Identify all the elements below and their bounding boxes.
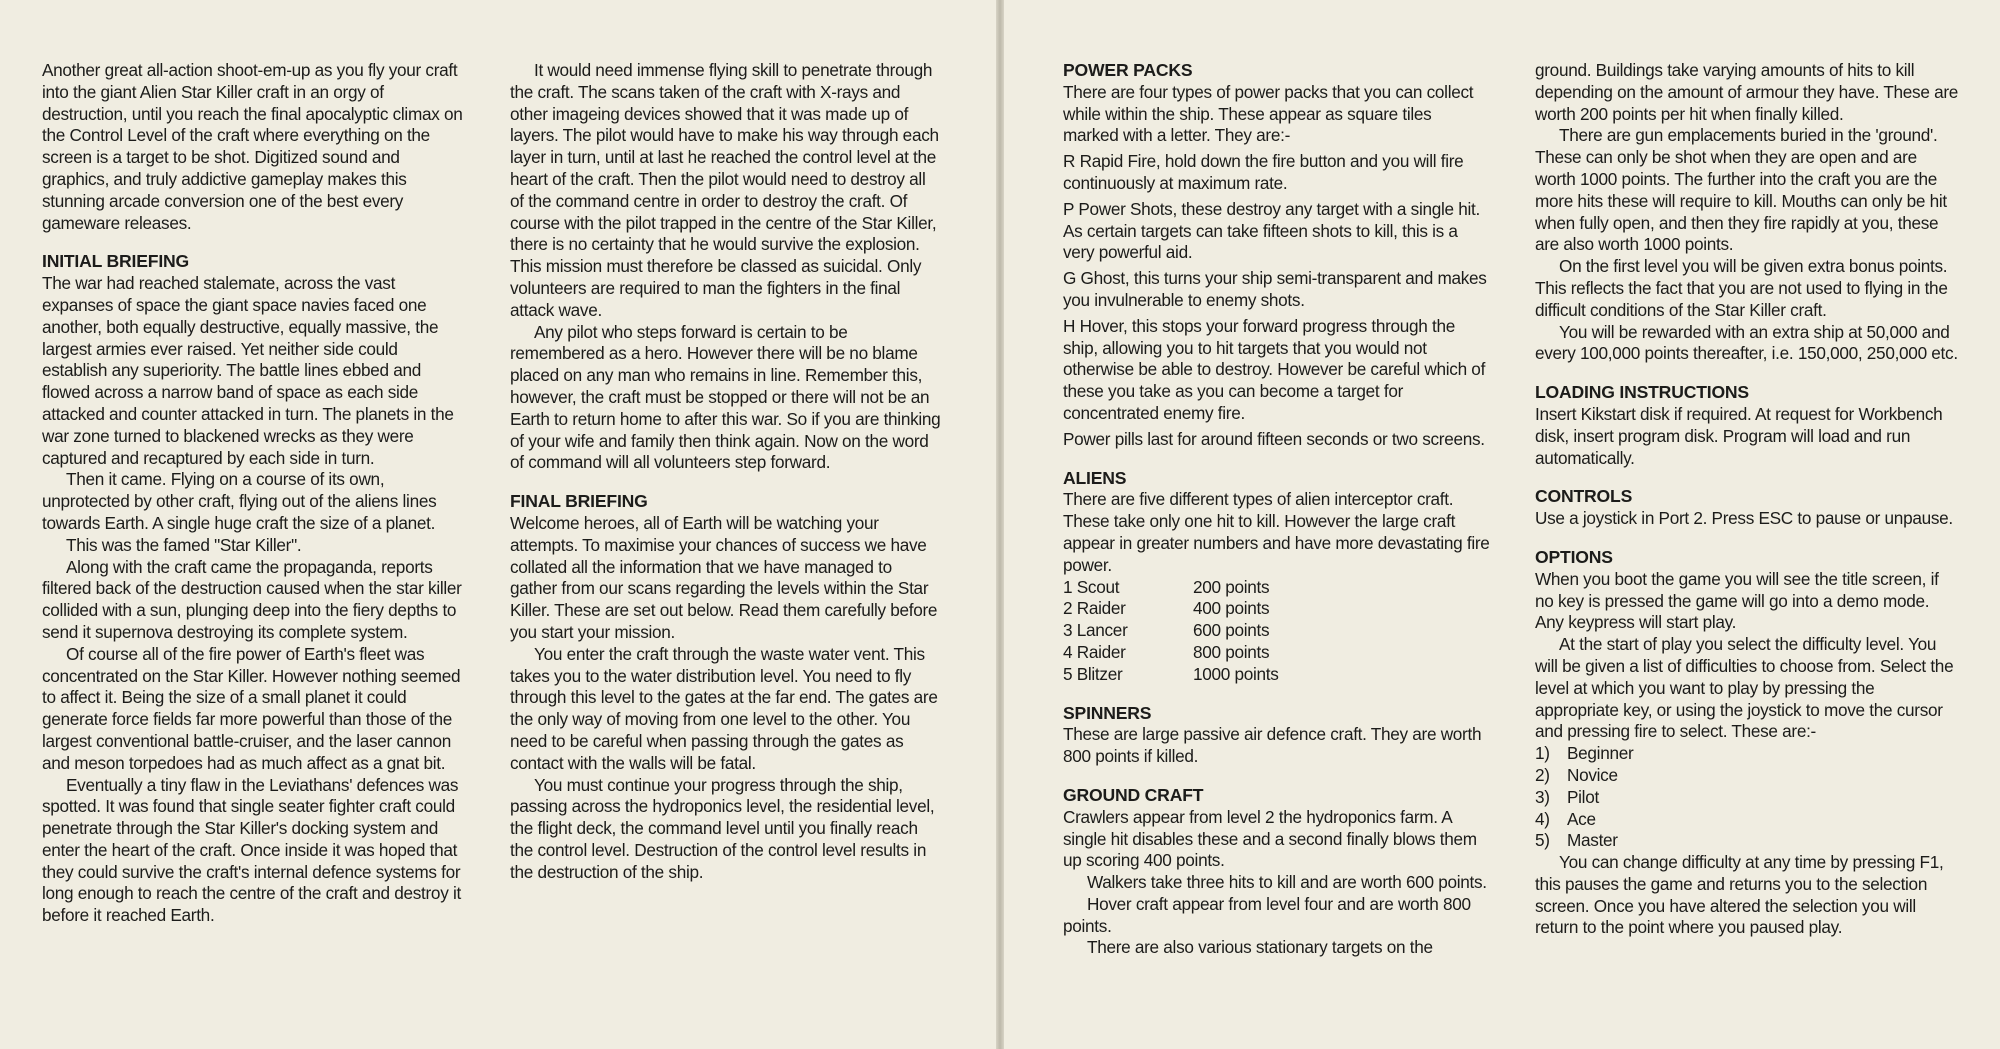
briefing-paragraph: The war had reached stalemate, across the vast expanses of space the giant space navies faced one another, both equally destructive, equally massive, the largest armies ever raised. Yet neither side could establish any superiority. The battle lines ebbed and flowed across a narrow band of space as each side attacked and counter attacked in turn. The planets in the war zone turned to blackened wrecks as they were captured and recaptured by each side in turn. [42,273,454,468]
difficulty-name: Ace [1567,808,1596,829]
aliens-heading: ALIENS [1063,467,1127,488]
alien-row [1063,642,1491,664]
difficulty-item [1535,830,1961,852]
difficulty-item [1535,743,1961,765]
ground-craft-paragraph: Walkers take three hits to kill and are worth 600 points. [1087,872,1487,893]
column-2 [510,60,942,883]
loading-instructions-text: Insert Kikstart disk if required. At request for Workbench disk, insert program disk. Program will load and run automatically. [1535,403,1943,468]
alien-points: 1000 points [1193,663,1279,684]
alien-name: 4 Raider [1063,641,1126,662]
ground-craft-heading: GROUND CRAFT [1063,784,1204,805]
difficulty-number: 1) [1535,743,1550,764]
spinners-heading: SPINNERS [1063,702,1152,723]
spinners-text: These are large passive air defence craft. They are worth 800 points if killed. [1063,724,1482,767]
ground-craft-paragraph: Hover craft appear from level four and are worth 800 points. [1063,893,1471,936]
intro-paragraph: Another great all-action shoot-em-up as you fly your craft into the giant Alien Star Killer craft in an orgy of destruction, until you reach the final apocalyptic climax on the Control Level of the craft where everything on the screen is a target to be shot. Digitized sound and graphics, and truly addictive gameplay makes this stunning arcade conversion one of the best every gameware releases. [42,60,463,233]
alien-name: 1 Scout [1063,576,1120,597]
alien-row [1063,664,1491,686]
power-pack-item: G Ghost, this turns your ship semi-transparent and makes you invulnerable to enemy shots. [1063,268,1487,310]
options-paragraph: When you boot the game you will see the title screen, if no key is pressed the game will go into a demo mode. Any keypress will start play. [1535,568,1939,633]
briefing-paragraph: Of course all of the fire power of Earth's fleet was concentrated on the Star Killer. However nothing seemed to affect it. Being the size of a small planet it could generate force fields far more powerful than those of the largest conventional battle-cruiser, and the laser cannon and meson torpedoes had as much affect as a gnat bit. [42,643,461,773]
difficulty-item [1535,809,1961,831]
power-pack-item: R Rapid Fire, hold down the fire button and you will fire continuously at maximum rate. [1063,151,1464,193]
ground-craft-paragraph: There are gun emplacements buried in the 'ground'. These can only be shot when they are open and are worth 1000 points. The further into the craft you are the more hits these will require to kill. Mouths can only be hit when fully open, and then they fire rapidly at you, these are also worth 1000 points. [1535,125,1947,255]
alien-row [1063,620,1491,642]
briefing-paragraph: Along with the craft came the propaganda, reports filtered back of the destruction caused when the star killer collided with a sun, plunging deep into the fiery depths to send it supernova destroying its complete system. [42,556,462,642]
briefing-paragraph: Any pilot who steps forward is certain to be remembered as a hero. However there will be no blame placed on any man who remains in line. Remember this, however, the craft must be stopped or there will not be an Earth to return home to after this war. So if you are thinking of your wife and family then think again. Now on the word of command will all volunteers step forward. [510,321,941,473]
difficulty-name: Novice [1567,764,1618,785]
column-3 [1063,60,1491,959]
briefing-paragraph: You enter the craft through the waste water vent. This takes you to the water distribution level. You need to fly through this level to the gates at the far end. The gates are the only way of moving from one level to the other. You need to be careful when passing through the gates as contact with the walls will be fatal. [510,643,938,773]
difficulty-name: Master [1567,830,1618,851]
alien-name: 2 Raider [1063,598,1126,619]
left-page [0,0,996,1049]
alien-points: 200 points [1193,576,1270,597]
final-briefing-heading: FINAL BRIEFING [510,491,648,512]
initial-briefing-heading: INITIAL BRIEFING [42,251,189,272]
alien-row [1063,598,1491,620]
difficulty-number: 5) [1535,830,1550,851]
briefing-paragraph: Welcome heroes, all of Earth will be watching your attempts. To maximise your chances of success we have collated all the information that we have managed to gather from our scans regarding the levels within the Star Killer. These are set out below. Read them carefully before you start your mission. [510,512,938,642]
power-pack-item: H Hover, this stops your forward progress through the ship, allowing you to hit targets that you would not otherwise be able to destroy. However be careful which of these you take as you can become a target for concentrated enemy fire. [1063,315,1486,423]
alien-points: 800 points [1193,641,1270,662]
page-fold [996,0,1004,1049]
ground-craft-paragraph: There are also various stationary targets on the [1087,937,1433,958]
briefing-paragraph: It would need immense flying skill to penetrate through the craft. The scans taken of the craft with X-rays and other imageing devices showed that it was made up of layers. The pilot would have to make his way through each layer in turn, until at last he reached the control level at the heart of the craft. Then the pilot would need to destroy all of the command centre in order to destroy the craft. Of course with the pilot trapped in the centre of the Star Killer, there is no certainty that he would survive the explosion. This mission must therefore be classed as suicidal. Only volunteers are required to man the fighters in the final attack wave. [510,60,939,320]
difficulty-number: 2) [1535,764,1550,785]
bonus-paragraph: On the first level you will be given extra bonus points. This reflects the fact that you are not used to flying in the difficult conditions of the Star Killer craft. [1535,256,1948,320]
alien-name: 3 Lancer [1063,620,1128,641]
loading-instructions-heading: LOADING INSTRUCTIONS [1535,382,1749,403]
difficulty-name: Pilot [1567,786,1599,807]
extra-ship-paragraph: You will be rewarded with an extra ship at 50,000 and every 100,000 points thereafter, i.e. 150,000, 250,000 etc. [1535,321,1958,364]
controls-heading: CONTROLS [1535,486,1633,507]
briefing-paragraph: This was the famed "Star Killer". [66,534,302,555]
alien-row [1063,577,1491,599]
alien-points: 600 points [1193,620,1270,641]
power-packs-heading: POWER PACKS [1063,60,1193,80]
options-paragraph: You can change difficulty at any time by pressing F1, this pauses the game and returns you to the selection screen. Once you have altered the selection you will return to the point where you paused play. [1535,852,1944,938]
controls-text: Use a joystick in Port 2. Press ESC to pause or unpause. [1535,508,1953,529]
difficulty-number: 3) [1535,786,1550,807]
briefing-paragraph: You must continue your progress through the ship, passing across the hydroponics level, the residential level, the flight deck, the command level until you finally reach the control level. Destruction of the control level results in the destruction of the ship. [510,774,935,882]
ground-craft-continued: ground. Buildings take varying amounts of hits to kill depending on the amount of armour they have. These are worth 200 points per hit when finally killed. [1535,60,1959,124]
options-paragraph: At the start of play you select the difficulty level. You will be given a list of difficulties to choose from. Select the level at which you want to play by pressing the appropriate key, or using the joystick to move the cursor and pressing fire to select. These are:- [1535,634,1954,742]
ground-craft-paragraph: Crawlers appear from level 2 the hydroponics farm. A single hit disables these and a second finally blows them up scoring 400 points. [1063,806,1477,871]
difficulty-item [1535,765,1961,787]
difficulty-item [1535,787,1961,809]
aliens-intro: There are five different types of alien interceptor craft. These take only one hit to kill. However the large craft appear in greater numbers and have more devastating fire power. [1063,489,1490,575]
alien-name: 5 Blitzer [1063,663,1123,684]
power-pack-item: P Power Shots, these destroy any target with a single hit. As certain targets can take fifteen shots to kill, this is a very powerful aid. [1063,198,1480,263]
briefing-paragraph: Eventually a tiny flaw in the Leviathans' defences was spotted. It was found that single seater fighter craft could penetrate through the Star Killer's docking system and enter the heart of the craft. Once inside it was hoped that they could survive the craft's internal defence systems for long enough to reach the centre of the craft and destroy it before it reached Earth. [42,774,461,926]
column-4 [1535,60,1961,939]
difficulty-name: Beginner [1567,743,1634,764]
briefing-paragraph: Then it came. Flying on a course of its own, unprotected by other craft, flying out of the aliens lines towards Earth. A single huge craft the size of a planet. [42,469,437,533]
power-packs-intro: There are four types of power packs that you can collect while within the ship. These appear as square tiles marked with a letter. They are:- [1063,81,1474,146]
alien-points: 400 points [1193,598,1270,619]
power-pack-note: Power pills last for around fifteen seconds or two screens. [1063,428,1485,449]
options-heading: OPTIONS [1535,546,1613,567]
difficulty-number: 4) [1535,808,1550,829]
column-1 [42,60,466,927]
